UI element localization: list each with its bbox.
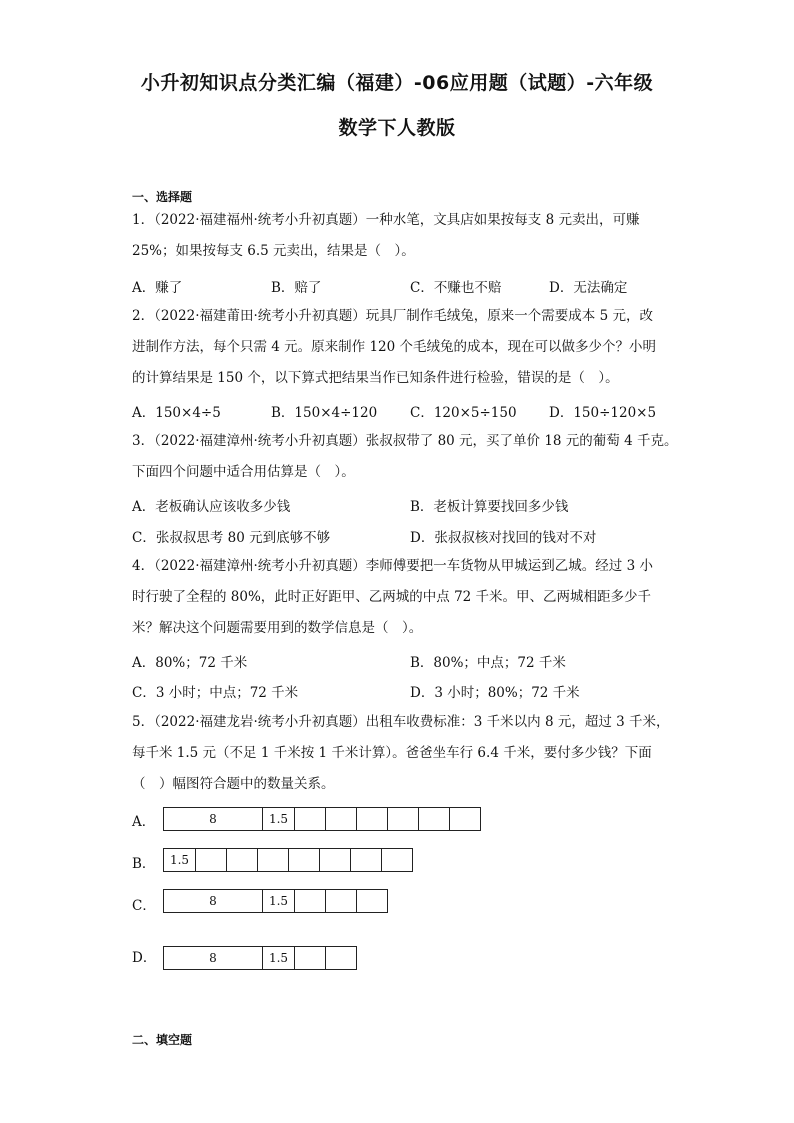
bar-cell (325, 807, 357, 831)
question-2-option-b: B．150×4÷120 (271, 405, 378, 421)
page-title-line2: 数学下人教版 (338, 117, 456, 139)
bar-cell: 1.5 (262, 946, 295, 970)
question-4-line-2: 时行驶了全程的 80%，此时正好距甲、乙两城的中点 72 千米。甲、乙两城相距多少千 (132, 589, 652, 605)
section-heading-fill: 二、填空题 (132, 1033, 193, 1047)
bar-cell (418, 807, 450, 831)
bar-cell (195, 848, 227, 872)
bar-cell: 1.5 (262, 807, 295, 831)
bar-cell (350, 848, 382, 872)
question-5-line-2: 每千米 1.5 元（不足 1 千米按 1 千米计算）。爸爸坐车行 6.4 千米，要付多少钱？下面 (132, 745, 652, 761)
bar-cell: 8 (163, 946, 263, 970)
bar-cell (381, 848, 413, 872)
bar-cell: 8 (163, 889, 263, 913)
question-2-line-3: 的计算结果是 150 个，以下算式把结果当作已知条件进行检验，错误的是（ ）。 (132, 370, 619, 386)
question-1-option-d: D．无法确定 (549, 280, 628, 296)
question-1-option-a: A．赚了 (132, 280, 183, 296)
bar-cell (226, 848, 258, 872)
bar-cell (294, 807, 326, 831)
bar-cell (387, 807, 419, 831)
bar-cell: 1.5 (163, 848, 196, 872)
figure-option-d-label: D． (132, 950, 157, 966)
question-3-line-2: 下面四个问题中适合用估算是（ ）。 (132, 464, 355, 480)
question-4-option-d: D．3 小时；80%；72 千米 (410, 685, 580, 701)
question-3-line-1: 3．（2022·福建漳州·统考小升初真题）张叔叔带了 80 元，买了单价 18 元的葡萄 4 千克。 (132, 433, 678, 449)
question-1-option-c: C．不赚也不赔 (410, 280, 502, 296)
question-3-option-b: B．老板计算要找回多少钱 (410, 499, 569, 515)
section-heading-choice: 一、选择题 (132, 190, 193, 204)
question-3-option-c: C．张叔叔思考 80 元到底够不够 (132, 530, 331, 546)
question-2-option-a: A．150×4÷5 (132, 405, 221, 421)
question-5-line-3: （ ）幅图符合题中的数量关系。 (132, 776, 335, 792)
question-2-option-d: D．150÷120×5 (549, 405, 657, 421)
bar-cell (449, 807, 481, 831)
question-4-line-1: 4．（2022·福建漳州·统考小升初真题）李师傅要把一车货物从甲城运到乙城。经过 3 小 (132, 558, 653, 574)
figure-option-a-bar (163, 807, 481, 831)
figure-option-a-label: A． (132, 814, 156, 830)
bar-cell (325, 946, 357, 970)
figure-option-c-bar (163, 889, 388, 913)
page-title-line1: 小升初知识点分类汇编（福建）-06应用题（试题）-六年级 (140, 72, 654, 94)
question-4-line-3: 米？解决这个问题需要用到的数学信息是（ ）。 (132, 620, 423, 636)
figure-option-c-label: C． (132, 898, 156, 914)
question-3-option-a: A．老板确认应该收多少钱 (132, 499, 291, 515)
question-1-line-2: 25%；如果按每支 6.5 元卖出，结果是（ ）。 (132, 243, 415, 259)
bar-cell (356, 889, 388, 913)
question-4-option-b: B．80%；中点；72 千米 (410, 655, 566, 671)
bar-cell (288, 848, 320, 872)
bar-cell (356, 807, 388, 831)
question-4-option-c: C．3 小时；中点；72 千米 (132, 685, 299, 701)
bar-cell (257, 848, 289, 872)
bar-cell (325, 889, 357, 913)
figure-option-d-bar (163, 946, 357, 970)
figure-option-b-bar (163, 848, 413, 872)
question-2-line-1: 2．（2022·福建莆田·统考小升初真题）玩具厂制作毛绒兔，原来一个需要成本 5 元，改 (132, 308, 653, 324)
bar-cell: 8 (163, 807, 263, 831)
question-2-option-c: C．120×5÷150 (410, 405, 517, 421)
question-1-option-b: B．赔了 (271, 280, 322, 296)
question-5-line-1: 5．（2022·福建龙岩·统考小升初真题）出租车收费标准：3 千米以内 8 元，超过 3 千米， (132, 714, 670, 730)
bar-cell (294, 889, 326, 913)
question-1-line-1: 1．（2022·福建福州·统考小升初真题）一种水笔，文具店如果按每支 8 元卖出，可赚 (132, 212, 640, 228)
figure-option-b-label: B． (132, 856, 156, 872)
question-3-option-d: D．张叔叔核对找回的钱对不对 (410, 530, 597, 546)
question-4-option-a: A．80%；72 千米 (132, 655, 248, 671)
question-2-line-2: 进制作方法，每个只需 4 元。原来制作 120 个毛绒兔的成本，现在可以做多少个？小明 (132, 339, 657, 355)
bar-cell (319, 848, 351, 872)
bar-cell (294, 946, 326, 970)
bar-cell: 1.5 (262, 889, 295, 913)
